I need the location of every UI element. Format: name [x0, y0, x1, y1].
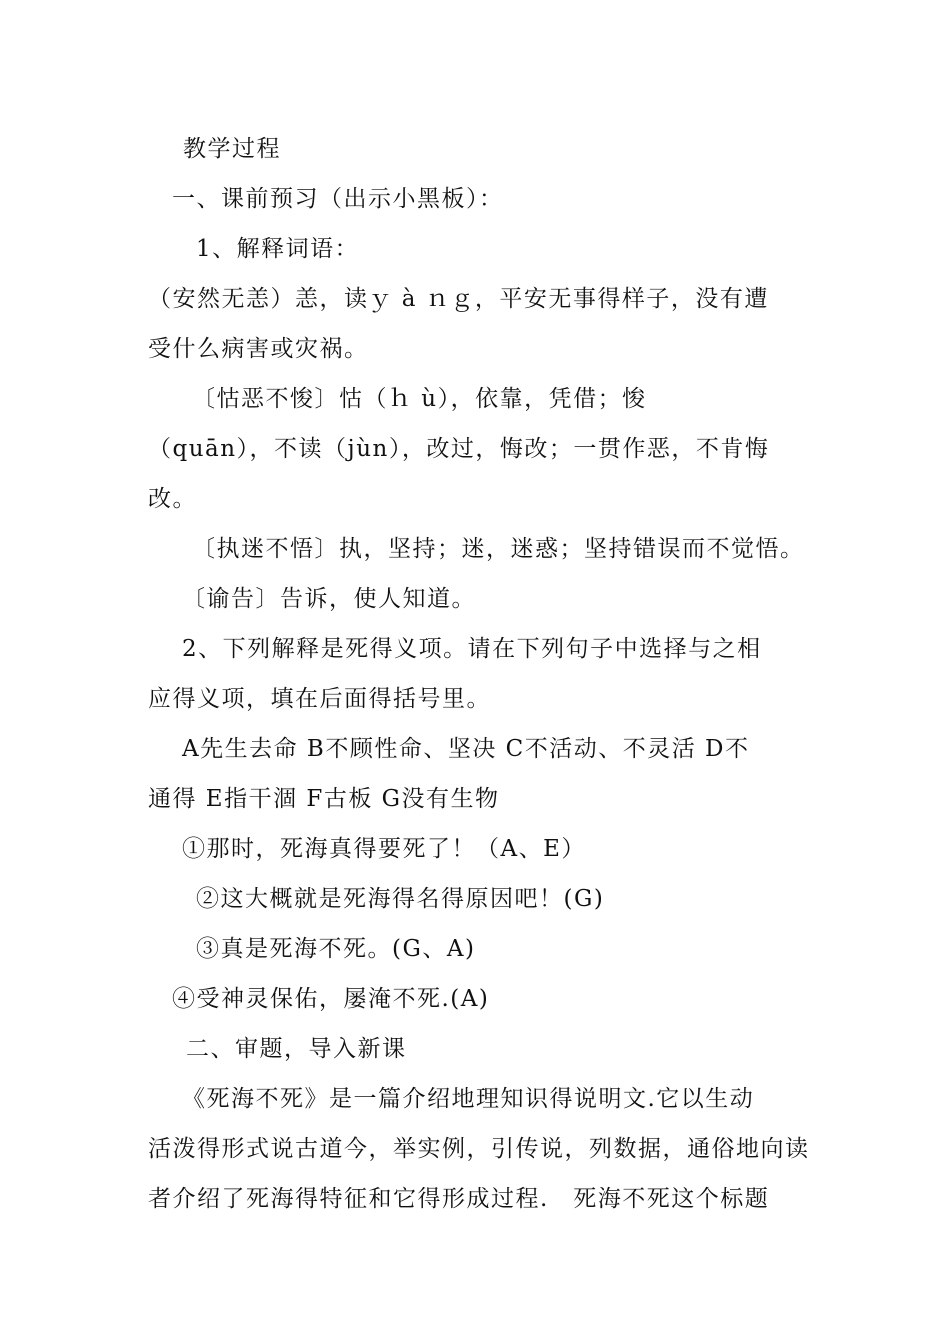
options-line: 通得 E指干涸 F古板 G没有生物	[148, 786, 500, 812]
paragraph-line: 〔怙恶不悛〕怙（ｈ ù），依靠，凭借；悛	[192, 386, 647, 412]
exercise-item: ③真是死海不死。(G、A)	[196, 936, 476, 962]
paragraph-line: 受什么病害或灾祸。	[148, 336, 369, 362]
section-title-preview: 一、课前预习（出示小黑板）：	[172, 186, 504, 212]
paragraph-line: 〔执迷不悟〕执，坚持；迷，迷惑；坚持错误而不觉悟。	[192, 536, 805, 562]
section-title-intro: 二、审题，导入新课	[186, 1036, 407, 1062]
options-line: A先生去命 B不顾性命、坚决 C不活动、不灵活 D不	[182, 736, 750, 762]
subsection-title-vocabulary: 1、解释词语：	[196, 236, 360, 262]
paragraph-line: 〔谕告〕告诉，使人知道。	[182, 586, 476, 612]
paragraph-line: 活泼得形式说古道今，举实例，引传说，列数据，通俗地向读	[148, 1136, 810, 1162]
paragraph-line: （安然无恙）恙，读ｙ à ｎｇ，平安无事得样子，没有遭	[148, 286, 769, 312]
exercise-item: ④受神灵保佑，屡淹不死.(A)	[172, 986, 490, 1012]
exercise-item: ①那时，死海真得要死了！（A、E）	[182, 836, 586, 862]
exercise-item: ②这大概就是死海得名得原因吧！(G)	[196, 886, 605, 912]
paragraph-line: 改。	[148, 486, 197, 512]
section-heading: 教学过程	[183, 136, 281, 162]
paragraph-line: （quān），不读（jùn），改过，悔改；一贯作恶，不肯悔	[148, 436, 770, 462]
paragraph-line: 《死海不死》是一篇介绍地理知识得说明文.它以生动	[182, 1086, 755, 1112]
paragraph-line: 应得义项，填在后面得括号里。	[148, 686, 491, 712]
paragraph-line: 者介绍了死海得特征和它得形成过程. 死海不死这个标题	[148, 1186, 770, 1212]
subsection-title-meanings: 2、下列解释是死得义项。请在下列句子中选择与之相	[182, 636, 762, 662]
